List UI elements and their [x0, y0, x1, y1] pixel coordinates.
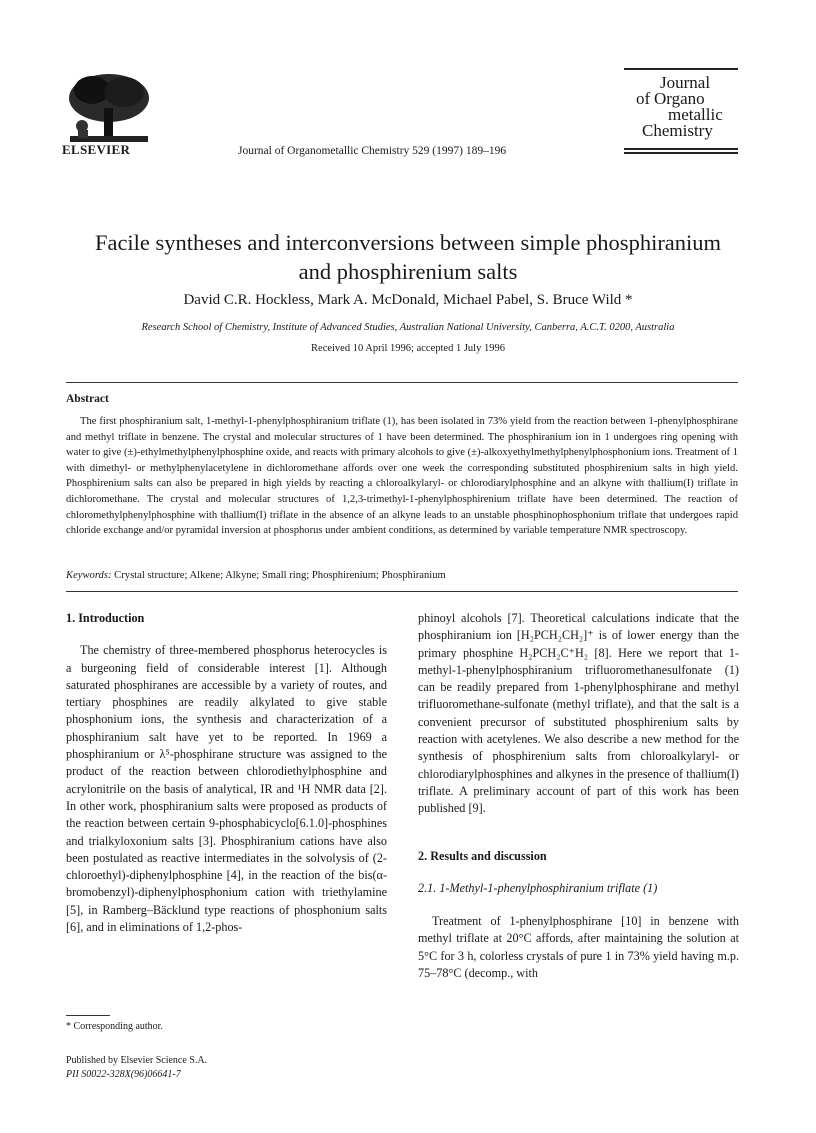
journal-logo-word-5: Chemistry [642, 121, 713, 140]
journal-logo-word-4: metallic [668, 105, 723, 124]
journal-citation: Journal of Organometallic Chemistry 529 (1997) 189–196 [238, 145, 507, 157]
publisher-name: ELSEVIER [62, 142, 131, 157]
affiliation: Research School of Chemistry, Institute of Advanced Studies, Australian National University, Canberra, A.C.T. 0200, Australia [141, 322, 675, 333]
published-by: Published by Elsevier Science S.A. [66, 1055, 208, 1066]
introduction-paragraph: The chemistry of three-membered phosphorus heterocycles is a burgeoning field of considerable interest [1]. Although saturated phosphiranes are accessible by a variety of routes, and tertiary phosphines are readily alkylated to give stable phosphonium ions, the synthesis and characterization of a phosphiranium salt have yet to be reported. In 1969 a phosphiranium or λ⁵-phosphirane structure was assigned to the product of the reaction between chlorodiethylphosphine and acrylonitrile on the basis of analytical, IR and ¹H NMR data [2]. In other work, phosphiranium salts were proposed as products of the reaction between certain 9-phosphabicyclo[6.1.0]-phosphines and trialkyloxonium salts [3]. Phosphiranium cations have also been postulated as reactive intermediates in the solvolysis of (2-chloroethyl)-diphenylphosphine [4], in the reaction of the bis(α-bromobenzyl)-diphenylphosphonium cation with triethylamine [5], in Ramberg–Bäcklund type reactions of phosphonium salts [6], and in eliminations of 1,2-phos- [66, 643, 387, 935]
keywords-line [66, 570, 738, 581]
article-title [40, 228, 776, 286]
received-dates: Received 10 April 1996; accepted 1 July 1996 [311, 343, 505, 354]
subsection-heading: 2.1. 1-Methyl-1-phenylphosphiranium triflate (1) [418, 880, 658, 895]
journal-logo-word-3: Organo [654, 89, 705, 108]
publication-info [66, 1054, 207, 1082]
left-column [66, 610, 387, 936]
title-line-2: and phosphirenium salts [298, 259, 518, 284]
journal-logo [624, 68, 738, 156]
abstract-text: The first phosphiranium salt, 1-methyl-1-phenylphosphiranium triflate (1), has been isolated in 73% yield from the reaction between 1-phenylphosphirane and methyl triflate in benzene. The crystal and molecular structures of 1 have been determined. The phosphiranium ion in 1 undergoes ring opening with water to give (±)-ethylmethylphenylphosphine oxide, and reacts with primary alcohols to give (±)-alkoxyethylmethylphenylphosphonium ions. Treatment of 1 with dimethyl- or methylphenylacetylene in dichloromethane affords over one week the corresponding substituted phosphirenium salts in high yield. Phosphirenium salts can also be prepared in high yields by reacting a chloroalkylaryl- or chlorodiarylphosphine and an alkyne with thallium(I) triflate in dichloromethane. The crystal and molecular structures of 1,2,3-trimethyl-1-phenylphosphirenium triflate have been determined. The reaction of chloromethylphenylphosphine with thallium(I) triflate in the absence of an alkyne leads to an unstable phosphinophosphonium triflate that undergoes rapid chloride exchange and/or pyramidal inversion at phosphorus under ambient conditions, as determined by variable temperature NMR spectroscopy. [66, 416, 738, 537]
pii-code: PII S0022-328X(96)06641-7 [66, 1069, 181, 1080]
author-list: David C.R. Hockless, Mark A. McDonald, Michael Pabel, S. Bruce Wild * [183, 292, 633, 308]
results-paragraph: Treatment of 1-phenylphosphirane [10] in benzene with methyl triflate at 20°C affords, after maintaining the solution at 5°C for 3 h, colorless crystals of pure 1 in 73% yield having m.p. 75–78°C (decomp., with [418, 914, 739, 981]
section-introduction-heading: 1. Introduction [66, 611, 145, 625]
rule-top-abstract [66, 382, 738, 383]
footnote: * Corresponding author. [66, 1021, 163, 1032]
section-results-heading: 2. Results and discussion [418, 848, 547, 863]
rule-bottom-abstract [66, 591, 738, 592]
journal-logo-word-2: of [636, 89, 651, 108]
abstract-heading: Abstract [66, 393, 109, 405]
keywords-label: Keywords: [66, 570, 112, 581]
introduction-paragraph-continued: phinoyl alcohols [7]. Theoretical calculations indicate that the phosphiranium ion [H₂PCH₂CH₂]⁺ is of lower energy than the primary phosphine H₂PCH₂C⁺H₂ [8]. Here we report that 1-methyl-1-phenylphosphiranium trifluoromethanesulfonate (1) can be readily prepared from 1-phenylphosphirane and methyl trifluoromethane-sulfonate (methyl triflate), and that the salt is a convenient precursor of substituted phosphirenium salts by reaction with acetylenes. We also describe a new method for the synthesis of phosphirenium salts from chloroalkylaryl- or chlorodiarylphosphines and alkynes in the presence of thallium(I) triflate. A preliminary account of part of this work has been published [9]. [418, 611, 739, 816]
title-line-1: Facile syntheses and interconversions between simple phosphiranium [94, 230, 722, 255]
footnote-rule [66, 1015, 110, 1016]
keywords-list: Crystal structure; Alkene; Alkyne; Small ring; Phosphirenium; Phosphiranium [114, 570, 446, 581]
journal-logo-word-1: Journal [660, 73, 711, 92]
right-column [418, 610, 739, 982]
elsevier-tree-logo [64, 70, 154, 150]
